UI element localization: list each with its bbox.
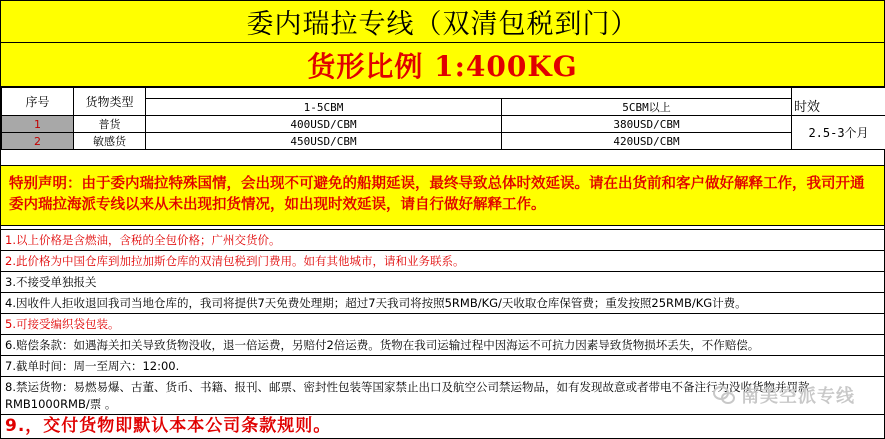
term-item: 4.因收件人拒收退回我司当地仓库的，我司将提供7天免费处理期；超过7天我司将按照5RMB/KG/天收取仓库保管费；重发按照25RMB/KG计费。 [1,293,885,314]
row-price2: 420USD/CBM [502,133,792,150]
col-time-header: 时效 [792,88,885,116]
row-type: 敏感货 [74,133,146,150]
volume-ratio: 货形比例 1:400KG [1,43,885,87]
row-price1: 450USD/CBM [146,133,502,150]
rate-table [1,87,885,150]
row-price1: 400USD/CBM [146,116,502,133]
row-type: 普货 [74,116,146,133]
term-item: 6.赔偿条款：如遇海关扣关导致货物没收，退一倍运费，另赔付2倍运费。货物在我司运输过程中因海运不可抗力因素导致货物损坏丢失，不作赔偿。 [1,335,885,356]
term-item: 9.，交付货物即默认本本公司条款规则。 [1,415,885,439]
col-range2-header: 5CBM以上 [502,99,792,116]
page-title: 委内瑞拉专线（双清包税到门） [1,0,885,43]
term-item: 8.禁运货物：易燃易爆、古董、货币、书籍、报刊、邮票、密封性包装等国家禁止出口及航空公司禁运物品，如有发现故意或者带电不备注行为没收货物并罚款RMB1000RMB/票 。 [1,377,885,415]
term-item: 3.不接受单独报关 [1,272,885,293]
term-item: 7.截单时间：周一至周六：12:00. [1,356,885,377]
row-index: 1 [2,116,74,133]
term-item: 1.以上价格是含燃油，含税的全包价格；广州交货价。 [1,230,885,251]
watermark [713,382,855,408]
term-item: 2.此价格为中国仓库到加拉加斯仓库的双清包税到门费用。如有其他城市，请和业务联系。 [1,251,885,272]
header-spacer [146,88,792,99]
row-index: 2 [2,133,74,150]
time-value: 2.5-3个月 [792,116,885,150]
col-type-header: 货物类型 [74,88,146,116]
wechat-icon [713,386,735,404]
special-notice: 特别声明：由于委内瑞拉特殊国情，会出现不可避免的船期延误，最终导致总体时效延误。请在出货前和客户做好解释工作，我司开通委内瑞拉海派专线以来从未出现扣货情况，如出现时效延误，请自行做好解释工作。 [1,166,885,226]
spacer-row [1,150,885,166]
term-item: 5.可接受编织袋包装。 [1,314,885,335]
table-row [2,133,885,150]
table-header-row [2,88,885,99]
col-range1-header: 1-5CBM [146,99,502,116]
watermark-text: 南美空派专线 [741,382,855,408]
col-index-header: 序号 [2,88,74,116]
row-price2: 380USD/CBM [502,116,792,133]
table-row [2,116,885,133]
